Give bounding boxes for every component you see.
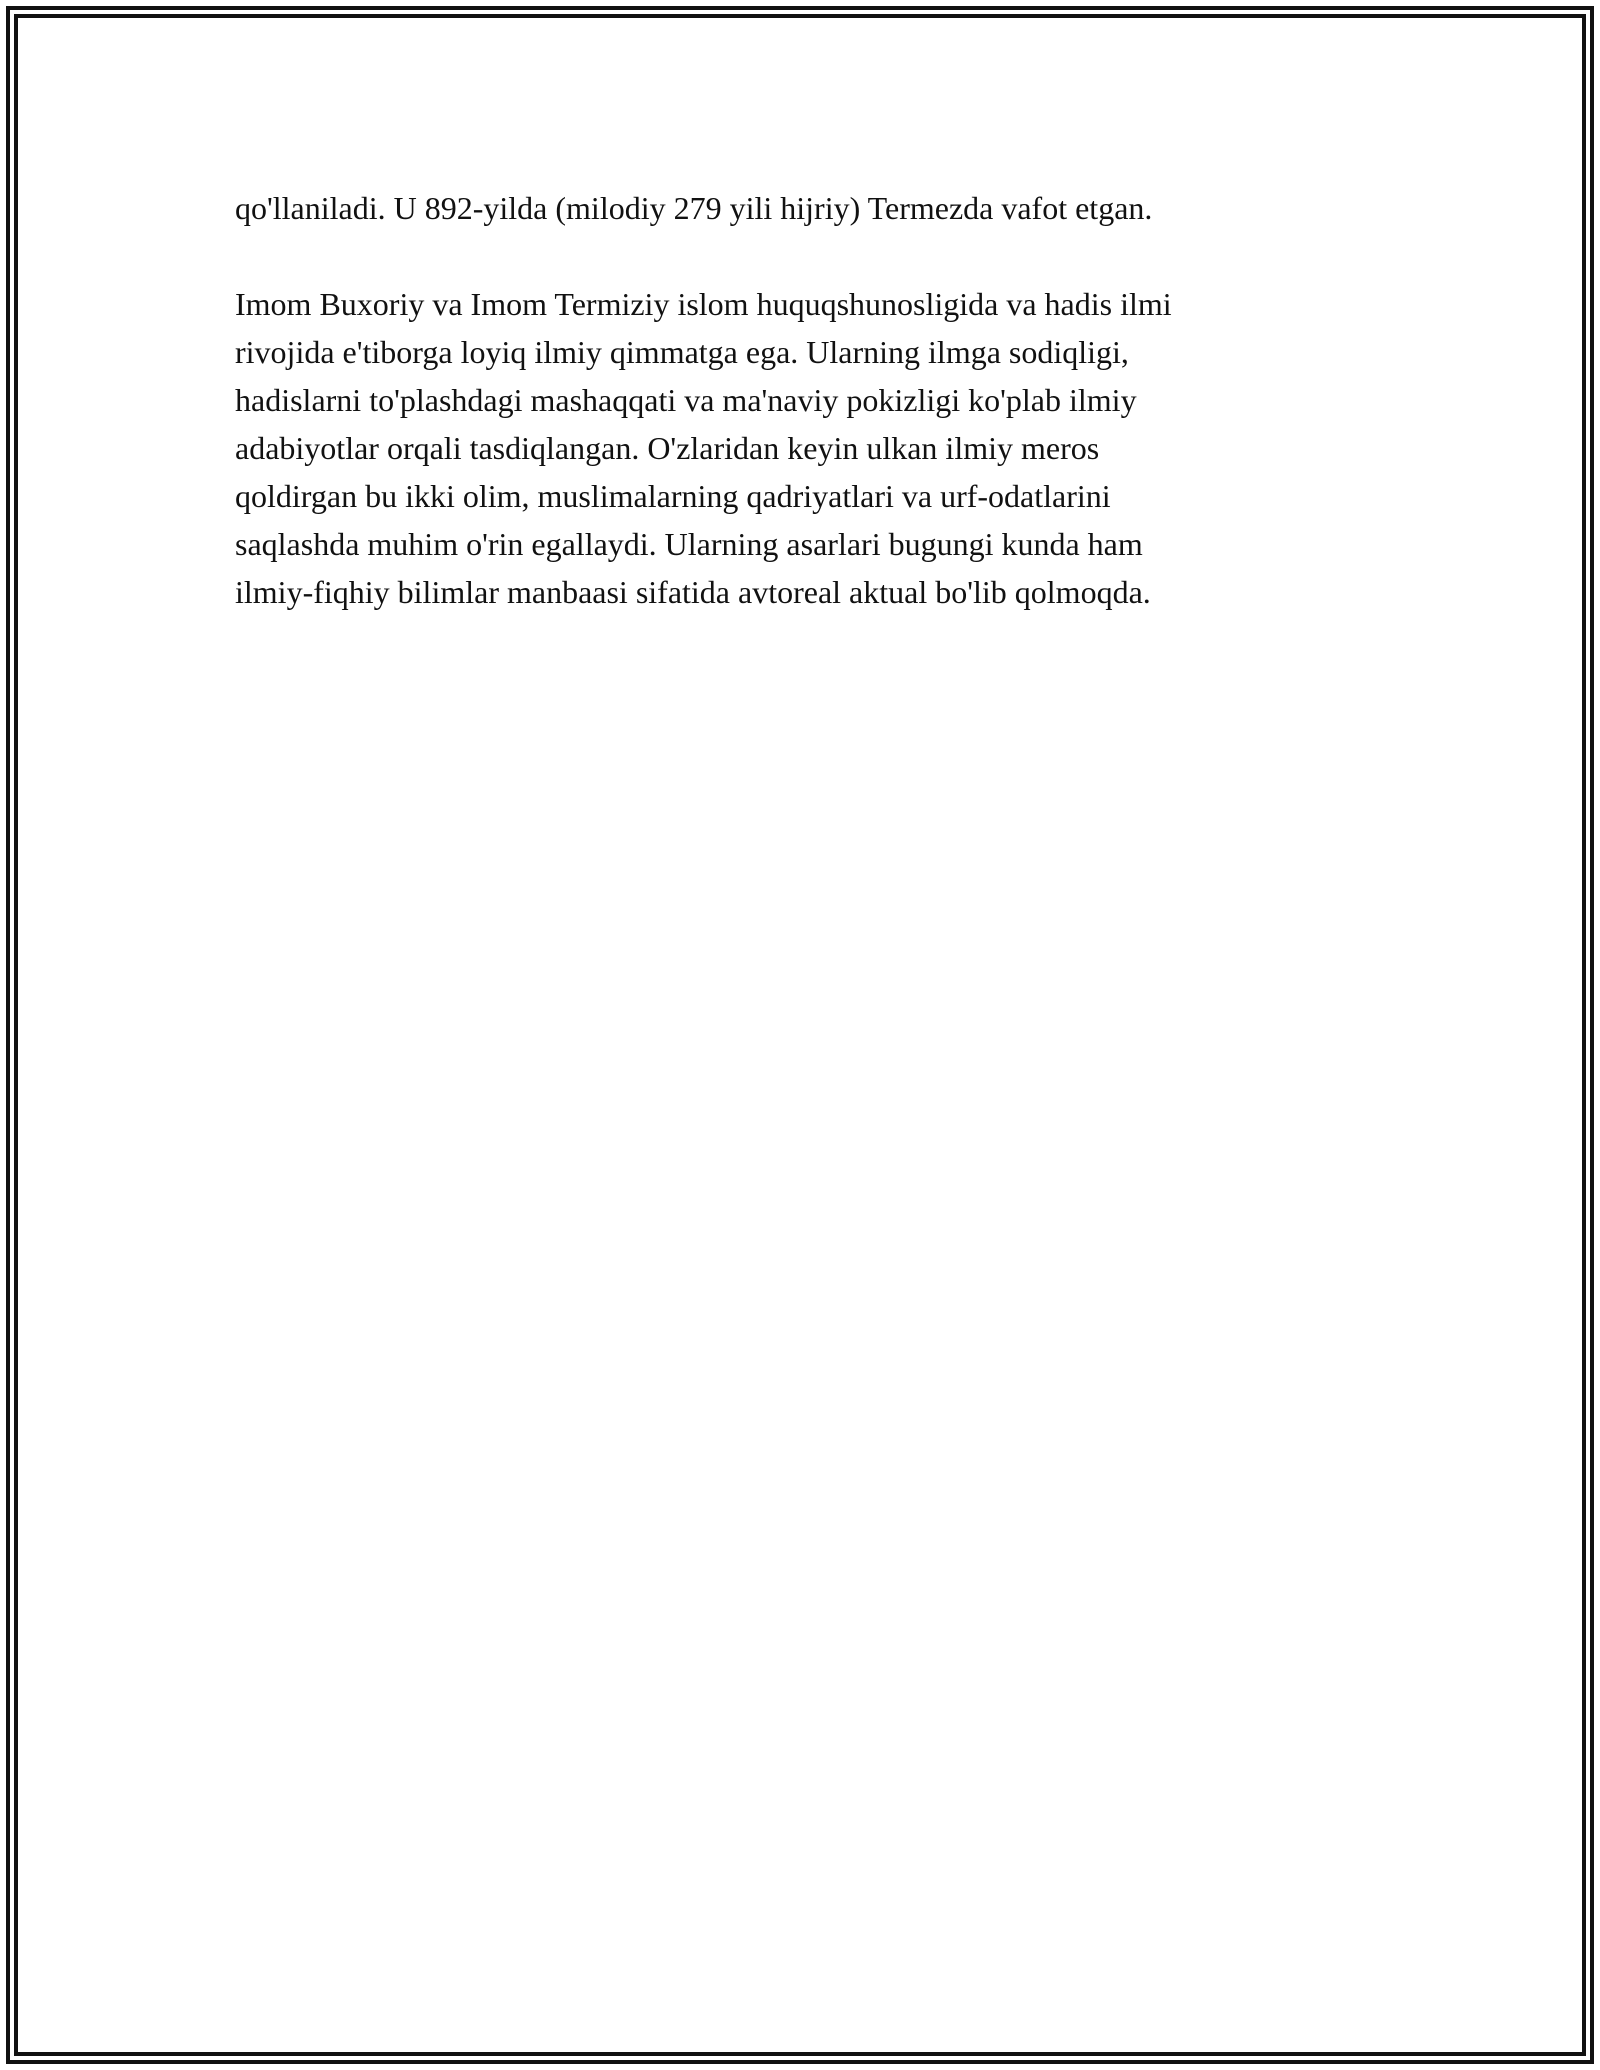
paragraph-line: adabiyotlar orqali tasdiqlangan. O'zlaridan keyin ulkan ilmiy meros xyxy=(235,430,1100,466)
paragraph-line: Imom Buxoriy va Imom Termiziy islom huquqshunosligida va hadis ilmi xyxy=(235,286,1172,322)
paragraph-spacer xyxy=(235,232,1375,280)
paragraph-2 xyxy=(235,280,1375,616)
paragraph-line: hadislarni to'plashdagi mashaqqati va ma'naviy pokizligi ko'plab ilmiy xyxy=(235,382,1137,418)
paragraph-line: qo'llaniladi. U 892-yilda (milodiy 279 yili hijriy) Termezda vafot etgan. xyxy=(235,190,1153,226)
paragraph-line: rivojida e'tiborga loyiq ilmiy qimmatga ega. Ularning ilmga sodiqligi, xyxy=(235,334,1129,370)
paragraph-line: saqlashda muhim o'rin egallaydi. Ularning asarlari bugungi kunda ham xyxy=(235,526,1143,562)
paragraph-line: qoldirgan bu ikki olim, muslimalarning qadriyatlari va urf-odatlarini xyxy=(235,478,1111,514)
document-body xyxy=(235,184,1375,616)
paragraph-1 xyxy=(235,184,1375,232)
paragraph-line: ilmiy-fiqhiy bilimlar manbaasi sifatida avtoreal aktual bo'lib qolmoqda. xyxy=(235,574,1151,610)
